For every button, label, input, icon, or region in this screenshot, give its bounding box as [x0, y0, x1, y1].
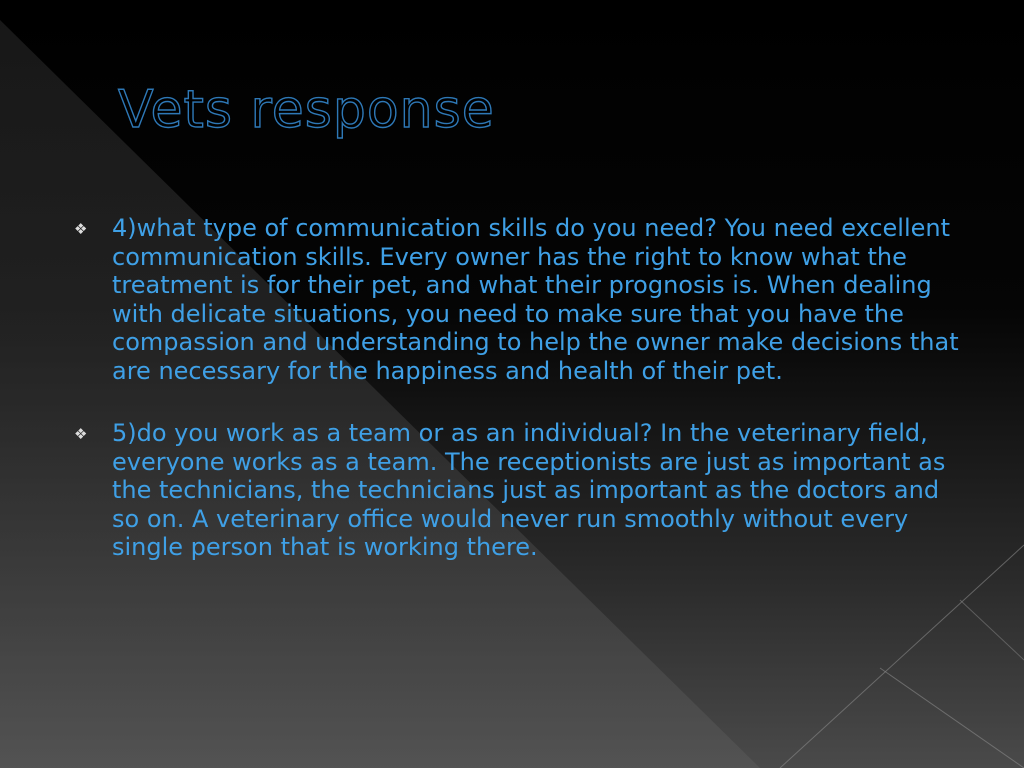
bullet-item-teamwork: [72, 419, 962, 562]
bullet-list: [72, 214, 962, 596]
bullet-text: 4)what type of communication skills do you need? You need excellent communication skills. Every owner has the right to know what the treatment is for their pet, and what their prognosis is. When dealing with delicate situations, you need to make sure that you have the compassion and understanding to help the owner make decisions that are necessary for the happiness and health of their pet.: [112, 214, 959, 385]
bullet-item-communication: [72, 214, 962, 385]
corner-line-3: [960, 600, 1024, 660]
diamond-bullet-icon: ❖: [74, 425, 88, 443]
slide-title: Vets response: [118, 80, 495, 140]
bullet-text: 5)do you work as a team or as an individual? In the veterinary field, everyone works as a team. The receptionists are just as important as the technicians, the technicians just as important as the doctors and so on. A veterinary office would never run smoothly without every single person that is working there.: [112, 419, 946, 561]
corner-line-2: [880, 668, 1024, 768]
diamond-bullet-icon: ❖: [74, 220, 88, 238]
